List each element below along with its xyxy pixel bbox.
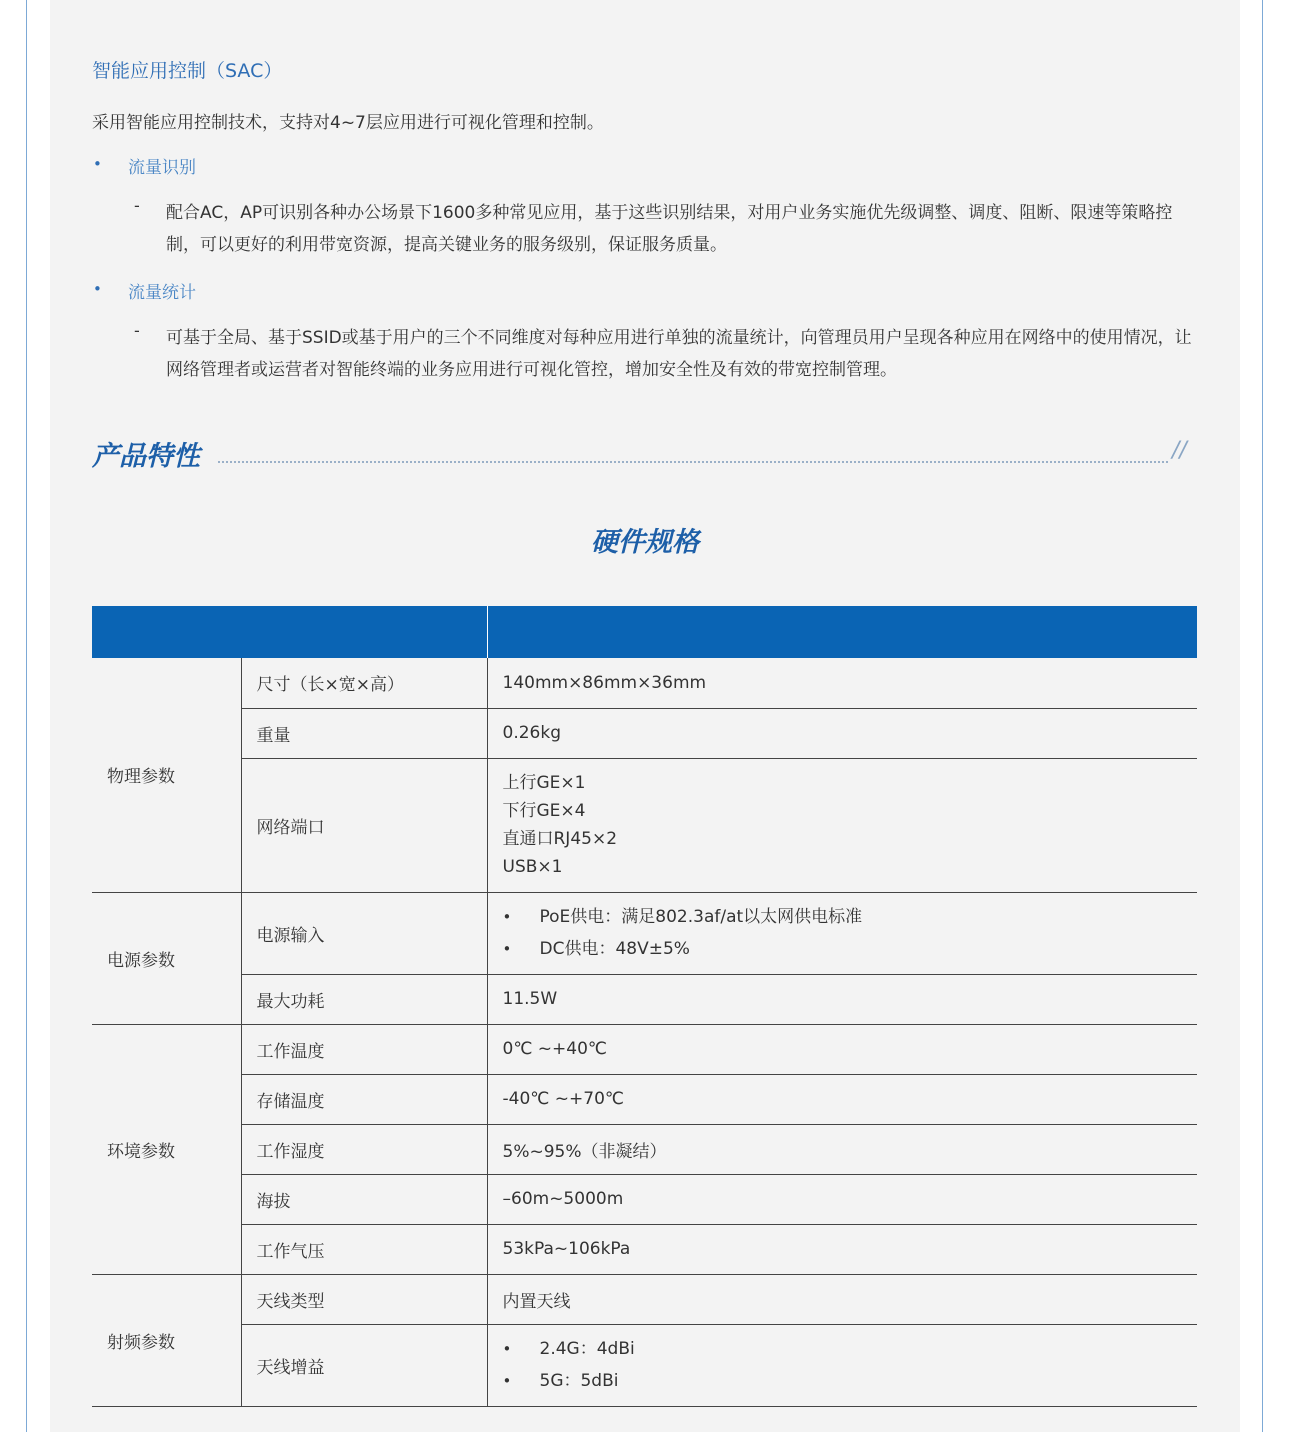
param-size-value: 140mm×86mm×36mm — [487, 658, 1197, 708]
bullet-dot: • — [93, 280, 102, 298]
param-weight-value: 0.26kg — [487, 708, 1197, 758]
dash-marker: - — [134, 196, 140, 215]
heading-end-mark: // — [1172, 438, 1187, 463]
features-heading: 产品特性 — [92, 441, 200, 472]
param-power-input-label: 电源输入 — [241, 892, 487, 974]
param-altitude-value: –60m~5000m — [487, 1174, 1197, 1224]
param-ports-label: 网络端口 — [241, 758, 487, 892]
table-row — [92, 658, 1197, 708]
bullet-dot: • — [502, 908, 512, 926]
gain-text: 5G：5dBi — [539, 1371, 619, 1391]
param-humidity-label: 工作湿度 — [241, 1124, 487, 1174]
bullet-label-traffic-stats: 流量统计 — [128, 283, 196, 303]
list-item — [503, 1365, 1183, 1397]
traffic-identify-text: 配合AC，AP可识别各种办公场景下1600多种常见应用，基于这些识别结果，对用户业务实施优先级调整、调度、阻断、限速等策略控制，可以更好的利用带宽资源，提高关键业务的服务级别，保证服务质量。 — [166, 203, 1173, 255]
table-row — [92, 1124, 1197, 1174]
hardware-spec-title: 硬件规格 — [591, 527, 699, 558]
table-row — [92, 1174, 1197, 1224]
bullet-dot: • — [93, 155, 102, 173]
param-power-input-value — [487, 892, 1197, 974]
table-header-left — [92, 606, 487, 658]
gain-text: 2.4G：4dBi — [539, 1339, 635, 1359]
table-row — [92, 1274, 1197, 1324]
param-pressure-label: 工作气压 — [241, 1224, 487, 1274]
param-altitude-label: 海拔 — [241, 1174, 487, 1224]
port-line: 下行GE×4 — [502, 801, 586, 821]
table-header-row — [92, 606, 1197, 658]
param-max-power-label: 最大功耗 — [241, 974, 487, 1024]
list-item — [503, 933, 1183, 965]
param-antenna-type-label: 天线类型 — [241, 1274, 487, 1324]
param-weight-label: 重量 — [241, 708, 487, 758]
hardware-spec-table — [92, 606, 1197, 1407]
param-size-label: 尺寸（长×宽×高） — [241, 658, 487, 708]
bullet-dot: • — [502, 940, 512, 958]
port-line: USB×1 — [502, 857, 563, 877]
sac-section-title: 智能应用控制（SAC） — [92, 60, 283, 82]
param-humidity-value: 5%~95%（非凝结） — [487, 1124, 1197, 1174]
param-pressure-value: 53kPa~106kPa — [487, 1224, 1197, 1274]
param-antenna-gain-label: 天线增益 — [241, 1324, 487, 1406]
table-row — [92, 708, 1197, 758]
param-ports-value — [487, 758, 1197, 892]
param-op-temp-label: 工作温度 — [241, 1024, 487, 1074]
param-max-power-value: 11.5W — [487, 974, 1197, 1024]
category-radio: 射频参数 — [92, 1274, 241, 1406]
category-power: 电源参数 — [92, 892, 241, 1024]
list-item — [503, 901, 1183, 933]
list-item — [503, 1333, 1183, 1365]
traffic-stats-text: 可基于全局、基于SSID或基于用户的三个不同维度对每种应用进行单独的流量统计，向管理员用户呈现各种应用在网络中的使用情况，让网络管理者或运营者对智能终端的业务应用进行可视化管控，增加安全性及有效的带宽控制管理。 — [166, 328, 1192, 380]
category-physical: 物理参数 — [92, 658, 241, 892]
param-st-temp-label: 存储温度 — [241, 1074, 487, 1124]
power-input-text: DC供电：48V±5% — [539, 939, 690, 959]
table-row — [92, 758, 1197, 892]
table-row — [92, 1024, 1197, 1074]
port-line: 上行GE×1 — [502, 773, 586, 793]
param-antenna-type-value: 内置天线 — [487, 1274, 1197, 1324]
bullet-dot: • — [502, 1340, 512, 1358]
table-row — [92, 1324, 1197, 1406]
sac-intro: 采用智能应用控制技术，支持对4~7层应用进行可视化管理和控制。 — [92, 113, 604, 133]
table-row — [92, 1224, 1197, 1274]
dash-marker: - — [134, 321, 140, 340]
param-antenna-gain-value — [487, 1324, 1197, 1406]
table-row — [92, 1074, 1197, 1124]
table-header-right — [487, 606, 1197, 658]
power-input-text: PoE供电：满足802.3af/at以太网供电标准 — [539, 907, 863, 927]
heading-divider — [218, 461, 1168, 463]
bullet-dot: • — [502, 1372, 512, 1390]
category-environment: 环境参数 — [92, 1024, 241, 1274]
param-op-temp-value: 0℃ ~+40℃ — [487, 1024, 1197, 1074]
table-row — [92, 892, 1197, 974]
port-line: 直通口RJ45×2 — [502, 829, 618, 849]
bullet-label-traffic-identify: 流量识别 — [128, 158, 196, 178]
table-row — [92, 974, 1197, 1024]
param-st-temp-value: -40℃ ~+70℃ — [487, 1074, 1197, 1124]
